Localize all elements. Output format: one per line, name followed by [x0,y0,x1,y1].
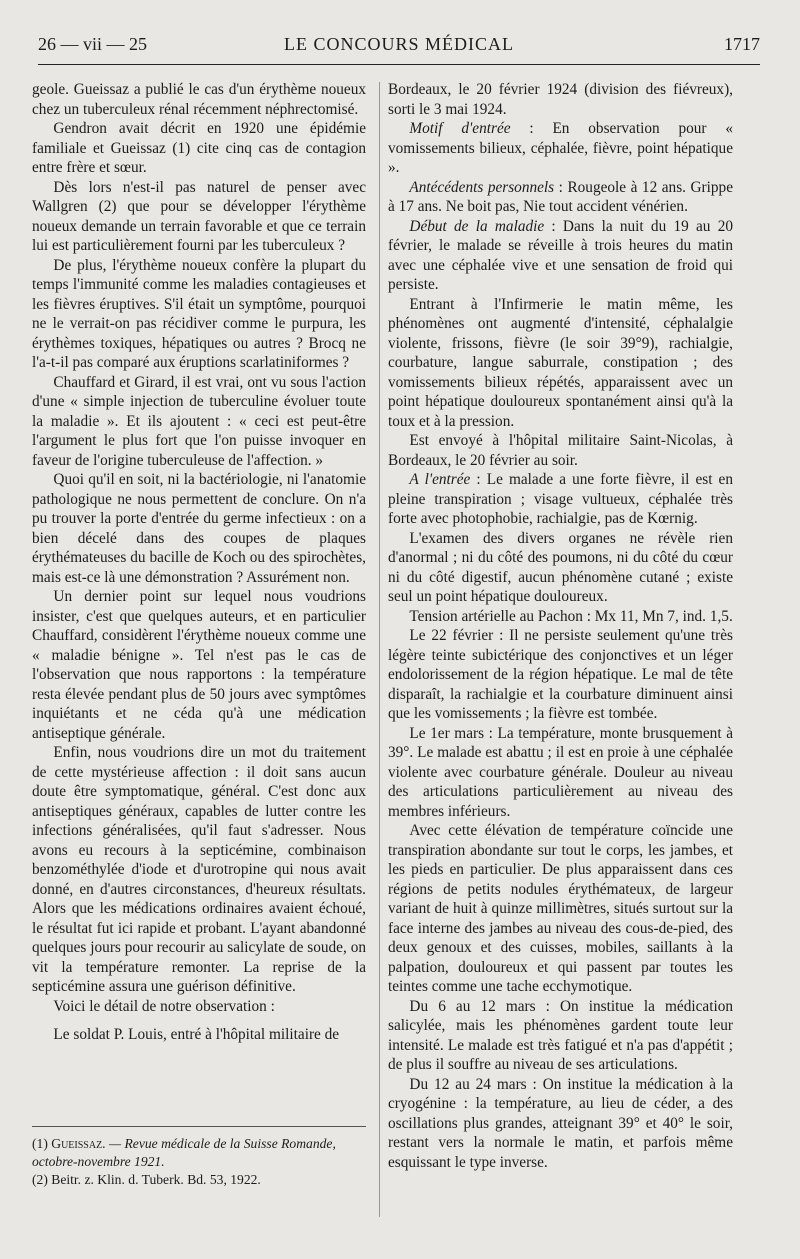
paragraph-text: : Rougeole à 12 ans. Grippe à 17 ans. Ne boit pas, Nie tout accident vénérien. [388,178,733,215]
left-column [32,80,366,1045]
paragraph-text: : En observation pour « vomissements bilieux, céphalée, fièvre, point hépatique ». [388,120,734,176]
paragraph: Du 12 au 24 mars : On institue la médication à la cryogénine : la température, au lieu de céder, a des oscillations plus grandes, atteignant 39° et 40° le soir, restant vers la normale le matin, et parfois même esquissant le type inverse. [388,1075,733,1171]
paragraph-label: Début de la maladie [409,217,545,235]
paragraph: L'examen des divers organes ne révèle rien d'anormal ; ni du côté des poumons, ni du côté du cœur ni du côté digestif, aucun phénomène cutané ; existe seul un point hépatique douloureux. [388,529,733,605]
paragraph: Du 6 au 12 mars : On institue la médication salicylée, mais les phénomènes gardent toute leur intensité. Le malade est très fatigué et n'a pas d'appétit ; de plus il souffre au niveau de ses articulations. [388,997,733,1073]
paragraph: Est envoyé à l'hôpital militaire Saint-Nicolas, à Bordeaux, le 20 février au soir. [388,432,733,469]
paragraph: Avec cette élévation de température coïncide une transpiration abondante sur tout le corps, les jambes, et les pieds en particulier. De plus apparaissent dans ces régions de petits nodules érythémateux, de largeur variant de huit à quinze millimètres, situés surtout sur la face interne des jambes au niveau des cous-de-pied, des deux genoux et des cuisses, mobiles, saillants à la palpation, douloureux et qui passent par toutes les teintes comme une tache ecchymotique. [388,822,733,995]
paragraph: Bordeaux, le 20 février 1924 (division des fiévreux), sorti le 3 mai 1924. [388,81,733,118]
paragraph [388,470,733,529]
paragraph: Le soldat P. Louis, entré à l'hôpital militaire de [53,1026,340,1043]
footnote-2: (2) Beitr. z. Klin. d. Tuberk. Bd. 53, 1922. [32,1172,261,1187]
paragraph-label: Antécédents personnels [409,178,555,196]
paragraph: Quoi qu'il en soit, ni la bactériologie, ni l'anatomie pathologique ne nous permettent de conclure. On n'a pu trouver la porte d'entrée du germe infectieux : on a bien décelé dans des coupes de plaques érythémateuses du bacille de Koch ou des spirochètes, mais est-ce là une démonstration ? Assurément non. [32,471,366,586]
paragraph: geole. Gueissaz a publié le cas d'un érythème noueux chez un tuberculeux rénal récemment néphrectomisé. [32,81,366,118]
right-column [388,80,733,1172]
paragraph [388,217,733,295]
paragraph-label: Motif d'entrée [409,120,511,137]
paragraph-text: : Dans la nuit du 19 au 20 février, le malade se réveille à trois heures du matin avec une céphalée vive et une sensation de froid qui persiste. [388,217,733,293]
paragraph-label: A l'entrée [409,471,471,488]
paragraph-text: : Le malade a une forte fièvre, il est en pleine transpiration ; visage vultueux, céphalée très forte avec photophobie, rachialgie, pas de Kœrnig. [388,471,733,527]
paragraph: Un dernier point sur lequel nous voudrions insister, c'est que quelques auteurs, et en particulier Chauffard, considèrent l'érythème noueux comme une « maladie bénigne ». Tel n'est pas le cas de l'observation que nous rapportons : la température resta élevée pendant plus de 50 jours avec symptômes inquiétants et ne céda qu'à une médication antiseptique générale. [32,588,366,742]
paragraph: Entrant à l'Infirmerie le matin même, les phénomènes ont augmenté d'intensité, céphalalgie violente, frissons, fièvre (le soir 39°9), rachialgie, courbature, langue saburrale, constipation ; des vomissements bilieux répétés, apparaissent avec un point hépatique douloureux spontanément ainsi qu'à la toux et à la pression. [388,295,733,430]
paragraph: Tension artérielle au Pachon : Mx 11, Mn 7, ind. 1,5. [409,607,733,625]
paragraph: Voici le détail de notre observation : [53,997,275,1015]
footnote-text: — Revue médicale de la Suisse Romande, octobre-novembre 1921. [32,1136,336,1169]
paragraph: Chauffard et Girard, il est vrai, ont vu sous l'action d'une « simple injection de tuberculine évoluer toute la maladie ». Et ils ajoutent : « ceci est peut-être l'argument le plus fort que l'on puisse invoquer en faveur de l'origine tuberculeuse de l'affection. » [32,373,366,469]
footnote-author: Gueissaz. [51,1136,106,1151]
paragraph: Gendron avait décrit en 1920 une épidémie familiale et Gueissaz (1) cite cinq cas de contagion entre frère et sœur. [32,120,366,176]
footnotes [32,1126,366,1190]
header-rule [38,64,760,65]
paragraph [388,178,733,217]
column-divider [379,82,380,1217]
paragraph: Le 1er mars : La température, monte brusquement à 39°. Le malade est abattu ; il est en proie à une céphalée violente avec courbature générale. Douleur au niveau des articulations particulièrement au niveau des membres inférieurs. [388,724,733,820]
paragraph: Enfin, nous voudrions dire un mot du traitement de cette mystérieuse affection : il doit sans aucun doute être symptomatique, général. C'est donc aux antiseptiques généraux, capables de lutter contre les infections généralisées, qu'il faut s'adresser. Nous avons eu recours à la septicémine, combinaison benzométhylée d'iode et d'urotropine qui nous avait donné, en d'autres circonstances, d'heureux résultats. Alors que les médications ordinaires avaient échoué, le résultat fut ici rapide et probant. L'ayant abandonné quelques jours pour recourir au salicylate de soude, on vit la température remonter. La reprise de la septicémine assura une guérison définitive. [32,744,366,995]
footnote-1: (1) Gueissaz. — Revue médicale de la Suisse Romande, octobre-novembre 1921. [32,1136,336,1169]
paragraph: De plus, l'érythème noueux confère la plupart du temps l'immunité comme les maladies contagieuses et les fièvres éruptives. S'il était un symptôme, pourquoi ne le verrait-on pas récidiver comme le purpura, les érythèmes toxiques, hépatiques ou autres ? Brocq ne l'a-t-il pas comparé aux éruptions scarlatiniformes ? [32,256,366,371]
page-number: 1717 [724,34,760,54]
journal-title: LE CONCOURS MÉDICAL [283,34,514,54]
paragraph [388,119,733,178]
paragraph: Dès lors n'est-il pas naturel de penser avec Wallgren (2) que pour se développer l'érythème noueux demande un terrain favorable et que ce terrain lui est particulièrement fourni par les tuberculeux ? [32,178,366,254]
header-date: 26 — vii — 25 [38,34,148,54]
paragraph: Le 22 février : Il ne persiste seulement qu'une très légère teinte subictérique des conjonctives et un léger endolorissement de la région hépatique. Le mal de tête disparaît, la rachialgie et la courbature diminuent ainsi que les vomissements ; la fièvre est tombée. [388,627,733,722]
running-header [38,34,760,60]
